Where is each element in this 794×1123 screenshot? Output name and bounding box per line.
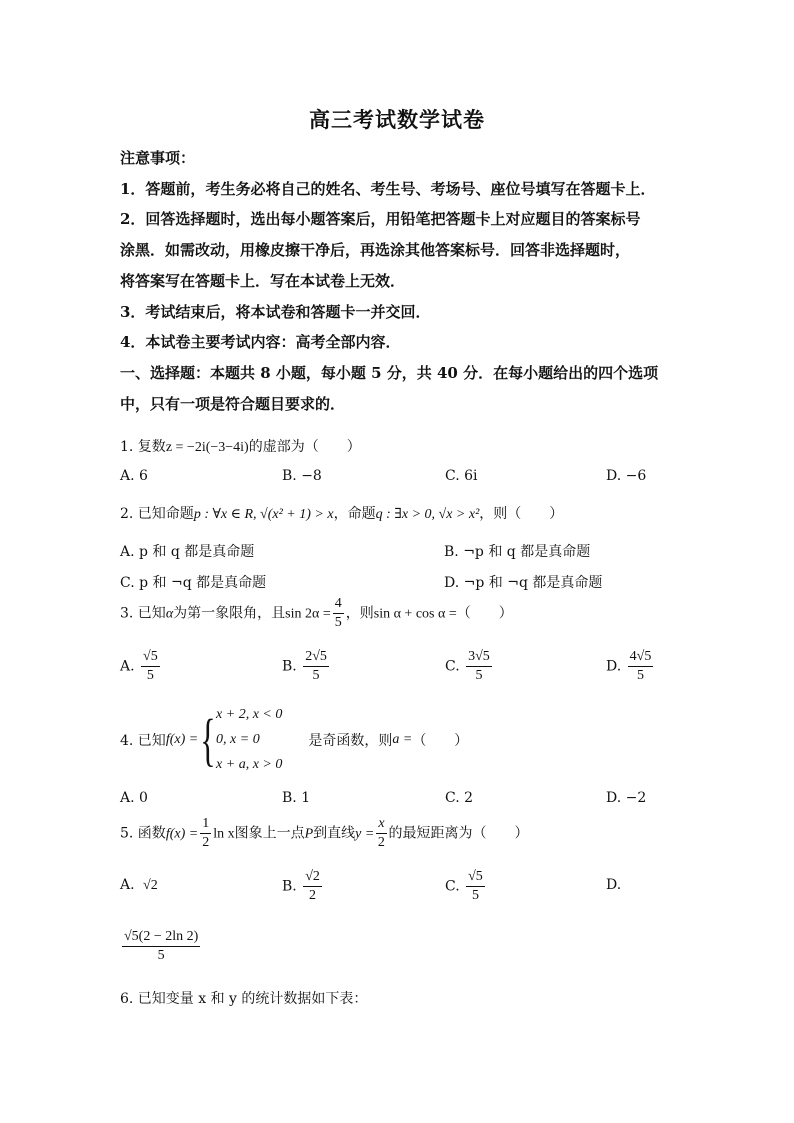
note-3: 3．考试结束后，将本试卷和答题卡一并交回． [120, 303, 431, 321]
note-2-line-2: 涂黑．如需改动，用橡皮擦干净后，再选涂其他答案标号．回答非选择题时， [120, 241, 631, 259]
section-heading-line-2: 中，只有一项是符合题目要求的． [120, 395, 346, 413]
q4-piecewise [198, 702, 282, 777]
q2-proposition-q: q : ∃x > 0, √x > x² [375, 507, 480, 522]
q5-option-d-label: D. [606, 877, 622, 893]
q5-b-denominator: 2 [309, 888, 317, 903]
question-1 [120, 436, 361, 456]
q3-d-denominator: 5 [636, 668, 644, 683]
question-5 [120, 815, 529, 852]
q5-b-numerator: √2 [303, 868, 322, 887]
q5-b-label: B. [282, 878, 297, 895]
q1-formula: z = −2i(−3−4i) [165, 440, 249, 455]
q3-condition-fraction [333, 595, 344, 632]
q5-line: y = [355, 826, 375, 842]
q5-coef-numerator: 1 [200, 815, 211, 834]
q2-middle: ，命题 [333, 506, 376, 522]
note-2-line-3: 将答案写在答题卡上．写在本试卷上无效． [120, 272, 406, 290]
q3-option-c [445, 648, 494, 685]
q5-line-fraction [376, 815, 386, 852]
q5-c-numerator: √5 [466, 868, 485, 887]
q5-coefficient [200, 815, 211, 852]
note-2-line-1: 2．回答选择题时，选出每小题答案后，用铅笔把答题卡上对应题目的答案标号 [120, 210, 641, 228]
q5-prefix: 5. 函数 [120, 825, 166, 842]
q1-option-d: D. −6 [606, 468, 647, 484]
q5-c-label: C. [445, 878, 460, 895]
q4-a-variable: a = [392, 731, 413, 747]
q5-option-d [120, 928, 202, 965]
q3-option-b [282, 648, 331, 685]
q5-d-numerator: √5(2 − 2ln 2) [122, 928, 200, 947]
q5-line-numerator: x [376, 815, 386, 834]
q3-option-d [606, 648, 655, 685]
q4-brace: { [200, 706, 216, 772]
q2-proposition-p: p : ∀x ∈ R, √(x² + 1) > x [193, 507, 334, 522]
q5-a-value: √2 [143, 878, 158, 893]
q3-middle: 为第一象限角，且 [173, 605, 286, 622]
q4-case-1: x + 2, x < 0 [216, 707, 283, 722]
q5-option-b [282, 868, 324, 905]
q3-a-denominator: 5 [146, 668, 154, 683]
q5-ln: ln x [213, 826, 235, 842]
q2-option-a: A. p 和 q 都是真命题 [120, 544, 255, 560]
q5-suffix: 的最短距离为（ ） [388, 825, 529, 842]
q5-a-label: A. [120, 877, 135, 893]
q1-option-b: B. −8 [282, 468, 322, 484]
section-heading-line-1: 一、选择题：本题共 8 小题，每小题 5 分，共 40 分．在每小题给出的四个选项 [120, 364, 659, 382]
q3-suffix: （ ） [456, 605, 513, 622]
q1-option-c: C. 6i [445, 468, 478, 484]
q3-b-denominator: 5 [312, 668, 320, 683]
q5-point: P [304, 826, 314, 842]
q5-d-denominator: 5 [157, 948, 165, 963]
q3-b-label: B. [282, 658, 297, 675]
q3-condition: sin 2α = [285, 606, 331, 622]
q5-option-c [445, 868, 487, 905]
q2-option-d: D. ¬p 和 ¬q 都是真命题 [444, 575, 603, 591]
q3-c-denominator: 5 [475, 668, 483, 683]
q5-line-denominator: 2 [377, 835, 385, 850]
q1-option-a: A. 6 [120, 468, 148, 484]
q3-middle-2: ，则 [345, 605, 374, 622]
q3-alpha: α [165, 606, 174, 622]
q3-c-label: C. [445, 658, 460, 675]
q4-middle: 是奇函数，则 [308, 732, 393, 749]
q4-case-3: x + a, x > 0 [216, 757, 283, 772]
question-6: 6. 已知变量 x 和 y 的统计数据如下表： [120, 991, 368, 1007]
q2-suffix: ，则（ ） [479, 506, 564, 522]
q3-c-numerator: 3√5 [466, 648, 492, 667]
question-3 [120, 595, 513, 632]
q1-suffix: 的虚部为（ ） [248, 439, 361, 455]
q5-option-a [120, 877, 158, 894]
q5-c-denominator: 5 [471, 888, 479, 903]
question-4 [120, 702, 468, 777]
q4-suffix: （ ） [412, 732, 469, 749]
q4-option-d: D. −2 [606, 790, 647, 806]
page-title: 高三考试数学试卷 [309, 107, 485, 132]
q5-function: f(x) = [165, 826, 199, 842]
q3-cond-numerator: 4 [333, 595, 344, 614]
q5-coef-denominator: 2 [202, 835, 210, 850]
notes-heading: 注意事项： [120, 149, 196, 167]
q5-middle-2: 到直线 [313, 825, 356, 842]
q4-case-2: 0, x = 0 [216, 732, 260, 747]
q3-a-label: A. [120, 658, 135, 675]
note-4: 4．本试卷主要考试内容：高考全部内容． [120, 333, 401, 351]
q3-expression: sin α + cos α = [373, 606, 457, 622]
q4-option-b: B. 1 [282, 790, 311, 806]
note-1: 1．答题前，考生务必将自己的姓名、考生号、考场号、座位号填写在答题卡上． [120, 180, 656, 198]
q5-middle: 图象上一点 [234, 825, 305, 842]
q3-option-a [120, 648, 162, 685]
q2-prefix: 2. 已知命题 [120, 506, 194, 522]
q3-b-numerator: 2√5 [303, 648, 329, 667]
q2-option-c: C. p 和 ¬q 都是真命题 [120, 575, 267, 591]
question-2 [120, 503, 563, 523]
q4-option-a: A. 0 [120, 790, 148, 806]
q4-prefix: 4. 已知 [120, 732, 166, 749]
q4-function: f(x) = [165, 731, 199, 747]
q4-option-c: C. 2 [445, 790, 474, 806]
q2-option-b: B. ¬p 和 q 都是真命题 [444, 544, 591, 560]
q3-d-numerator: 4√5 [628, 648, 654, 667]
q3-d-label: D. [606, 658, 622, 675]
q1-prefix: 1. 复数 [120, 439, 166, 455]
q3-a-numerator: √5 [141, 648, 160, 667]
q3-prefix: 3. 已知 [120, 605, 166, 622]
q3-cond-denominator: 5 [334, 615, 342, 630]
